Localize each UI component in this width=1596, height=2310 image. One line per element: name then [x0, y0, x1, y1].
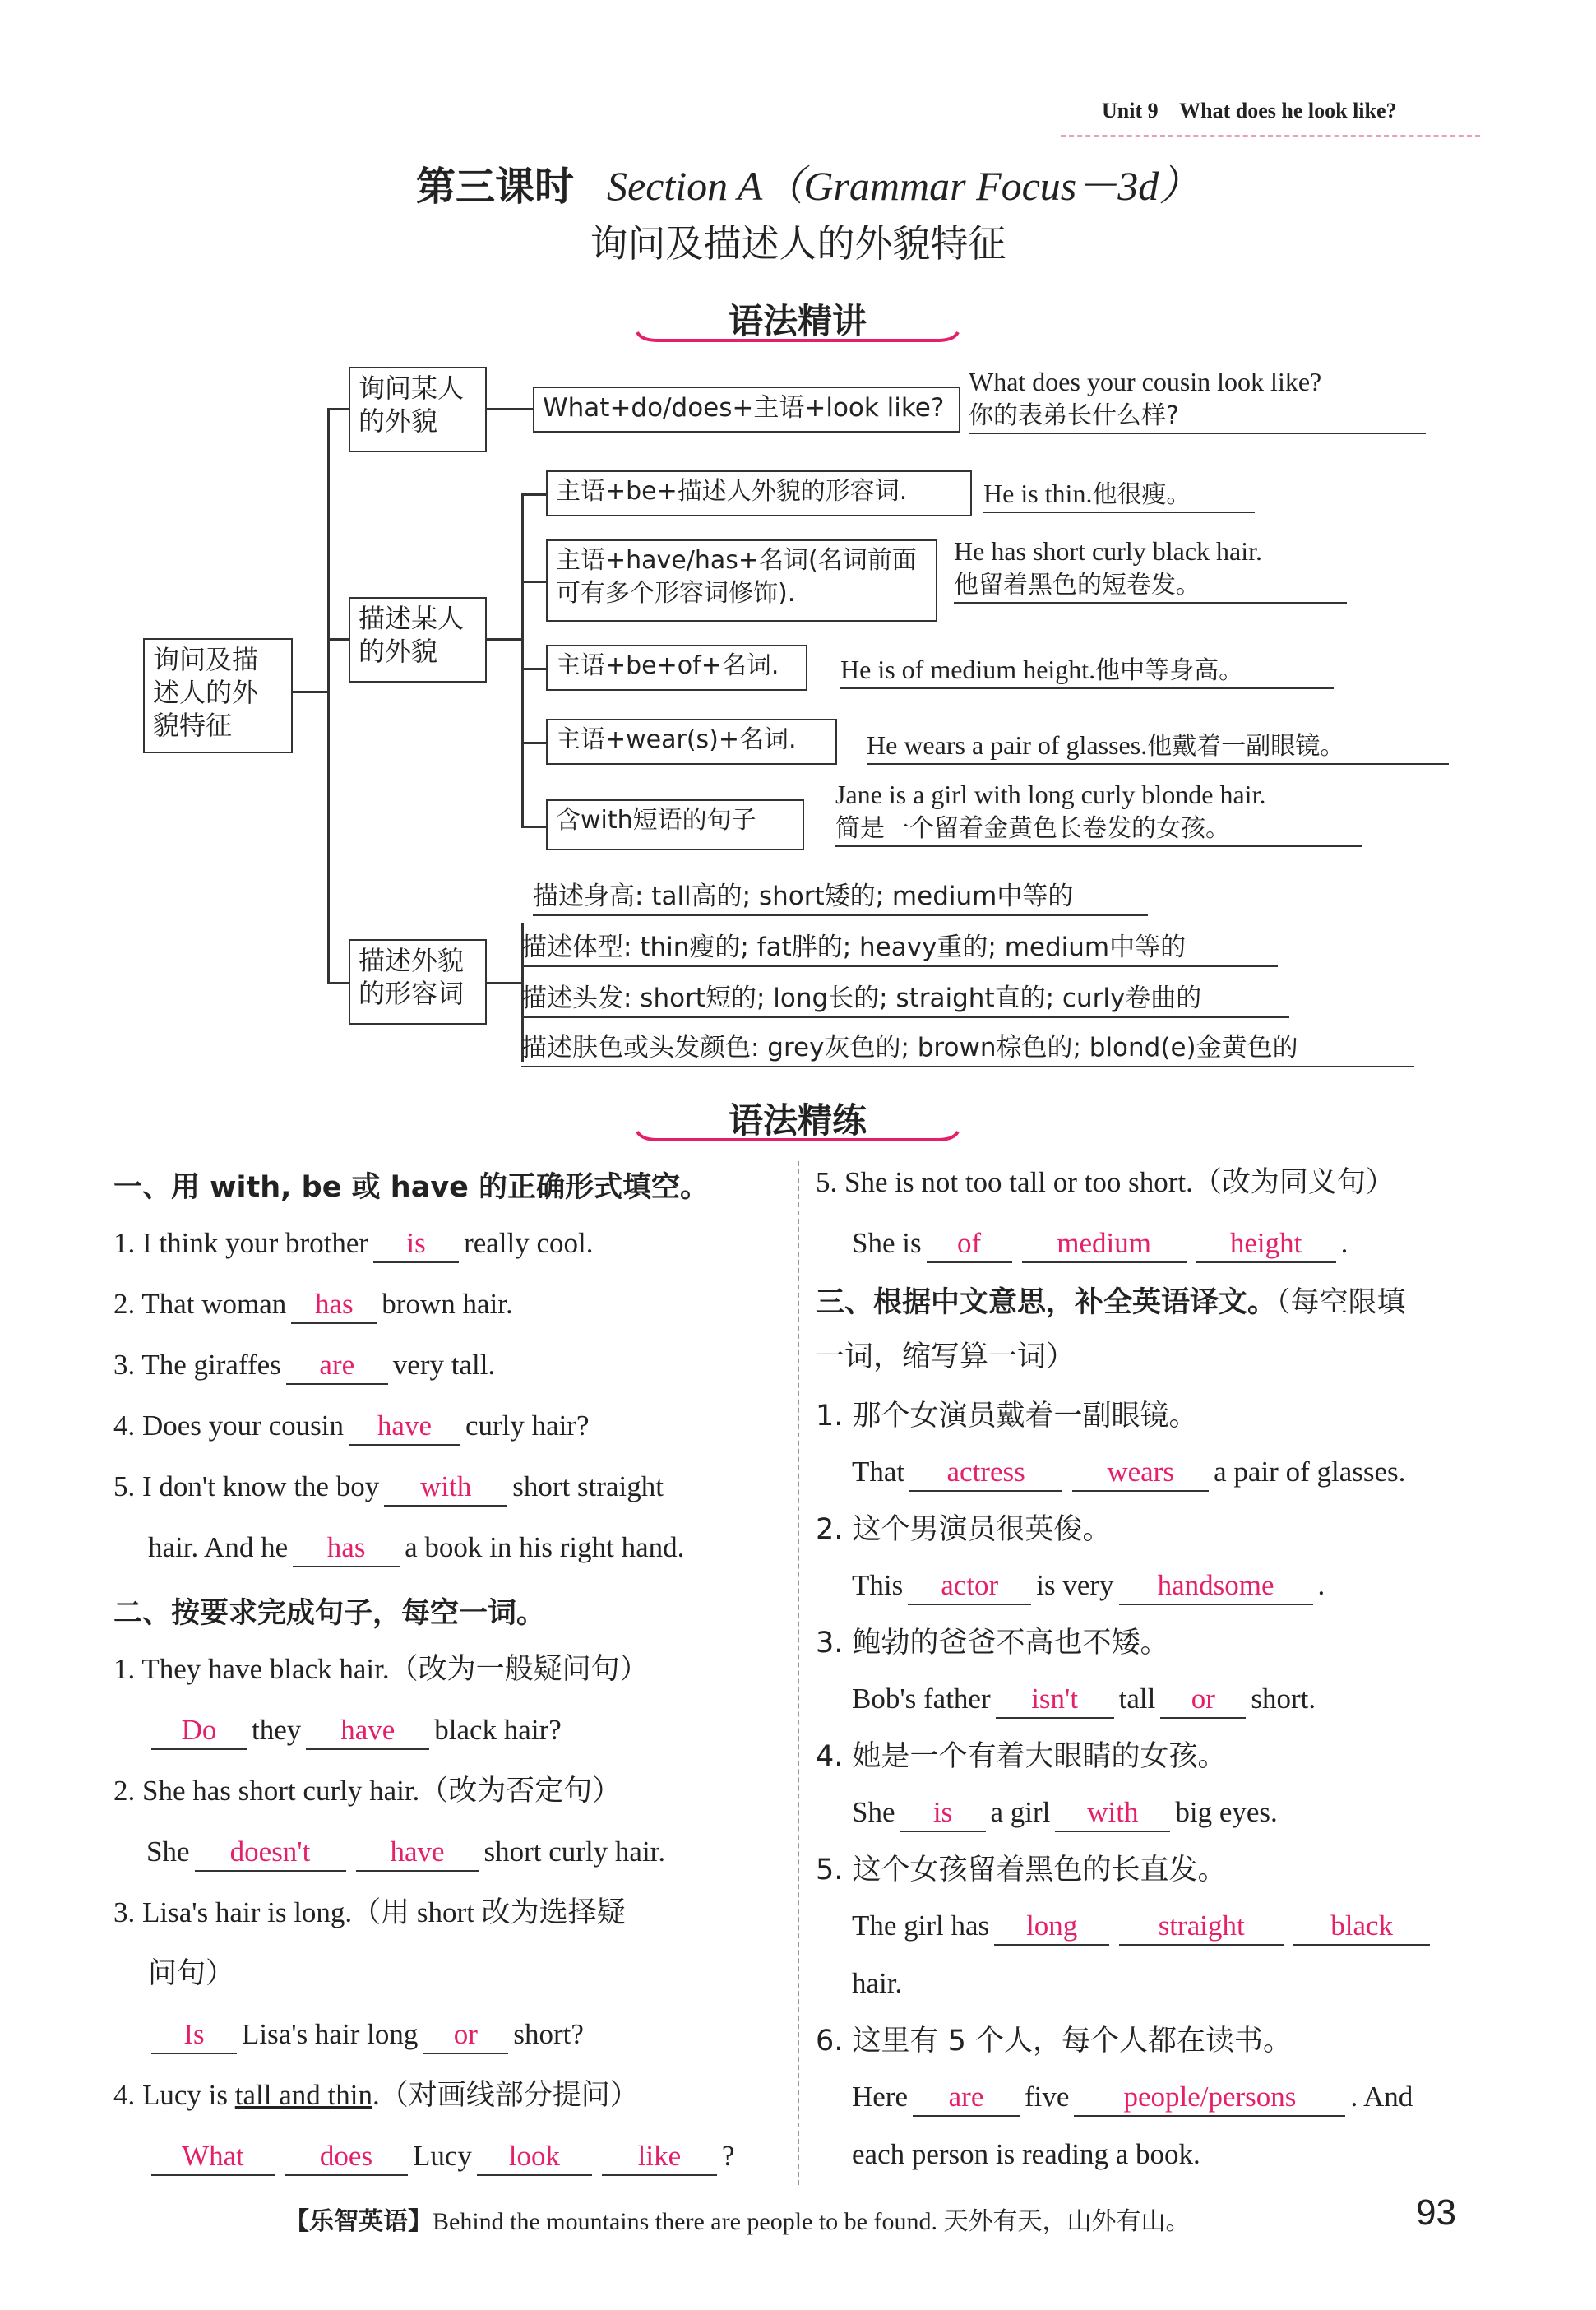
part3-question-2-cn: 2. 这个男演员很英俊。 — [816, 1513, 1112, 1546]
answer-blank[interactable]: people/persons — [1074, 2079, 1345, 2117]
part2-question-5-answer: She is of medium height . — [852, 1225, 1348, 1263]
answer-blank[interactable]: handsome — [1119, 1567, 1313, 1605]
answer-blank[interactable]: straight — [1119, 1908, 1284, 1946]
part3-question-1-cn: 1. 那个女演员戴着一副眼镜。 — [816, 1400, 1198, 1433]
answer-blank[interactable]: What — [151, 2138, 275, 2176]
answer-blank[interactable]: or — [423, 2016, 508, 2054]
mindmap-adjective-height: 描述身高: tall高的; short矮的; medium中等的 — [533, 878, 1148, 916]
connector — [521, 668, 546, 670]
part2-question-1-prompt: 1. They have black hair.（改为一般疑问句） — [113, 1653, 649, 1685]
part3-note: （每空限填 — [1276, 1286, 1406, 1319]
mindmap-describe-pattern-4: 主语+wear(s)+名词. — [546, 719, 837, 765]
answer-blank[interactable]: doesn't — [195, 1834, 346, 1872]
answer-blank[interactable]: medium — [1022, 1225, 1187, 1263]
part3-question-5-answer-cont: hair. — [852, 1967, 903, 1999]
part3-question-3-answer: Bob's father isn't tall or short. — [852, 1681, 1316, 1719]
answer-blank[interactable]: like — [602, 2138, 717, 2176]
answer-blank[interactable]: height — [1196, 1225, 1336, 1263]
answer-blank[interactable]: look — [477, 2138, 592, 2176]
mindmap-describe-label: 描述某人的外貌 — [349, 597, 487, 683]
footer-brand: 【乐智英语】 — [285, 2207, 433, 2236]
part3-question-5-cn: 5. 这个女孩留着黑色的长直发。 — [816, 1854, 1227, 1886]
connector — [327, 408, 330, 984]
mindmap-describe-example-4: He wears a pair of glasses.他戴着一副眼镜。 — [867, 729, 1449, 765]
connector — [487, 982, 523, 984]
connector — [327, 982, 349, 984]
connector — [487, 408, 533, 410]
part3-heading-line — [816, 1285, 1406, 1321]
mindmap-describe-pattern-1: 主语+be+描述人外貌的形容词. — [546, 470, 972, 516]
connector — [327, 638, 349, 641]
connector — [521, 493, 546, 496]
part3-note-cont: 一词，缩写算一词） — [816, 1340, 1076, 1373]
mindmap-adjectives-label: 描述外貌的形容词 — [349, 939, 487, 1025]
connector — [327, 408, 349, 410]
answer-blank[interactable]: with — [1055, 1794, 1170, 1832]
mindmap-ask-label: 询问某人的外貌 — [349, 367, 487, 452]
mindmap-describe-example-2-cn: 他留着黑色的短卷发。 — [954, 567, 1347, 604]
answer-blank[interactable]: or — [1160, 1681, 1246, 1719]
unit-label: Unit 9 — [1102, 99, 1159, 123]
mindmap-adjective-color: 描述肤色或头发颜色: grey灰色的; brown棕色的; blond(e)金黄色的 — [521, 1030, 1414, 1067]
answer-blank[interactable]: has — [291, 1286, 377, 1324]
part3-question-5-answer: The girl has long straight black — [852, 1908, 1435, 1946]
answer-blank[interactable]: actor — [908, 1567, 1031, 1605]
answer-blank[interactable]: are — [286, 1347, 388, 1385]
mindmap-describe-pattern-2: 主语+have/has+名词(名词前面可有多个形容词修饰). — [546, 539, 937, 622]
part3-question-3-cn: 3. 鲍勃的爸爸不高也不矮。 — [816, 1627, 1169, 1660]
answer-blank[interactable]: has — [293, 1530, 400, 1567]
column-divider — [798, 1161, 799, 2185]
mindmap-describe-pattern-5: 含with短语的句子 — [546, 799, 804, 850]
mindmap-describe-example-2-en: He has short curly black hair. — [954, 536, 1262, 566]
answer-blank[interactable]: Do — [151, 1712, 247, 1750]
part2-question-5-prompt: 5. She is not too tall or too short.（改为同义句） — [816, 1166, 1395, 1198]
connector — [521, 581, 546, 583]
answer-blank[interactable]: of — [927, 1225, 1012, 1263]
unit-header — [1102, 99, 1397, 123]
part1-question-5: 5. I don't know the boy with short straight — [113, 1469, 664, 1507]
mindmap-describe-pattern-3: 主语+be+of+名词. — [546, 645, 807, 691]
answer-blank[interactable]: isn't — [996, 1681, 1114, 1719]
footer-proverb: Behind the mountains there are people to be found. 天外有天，山外有山。 — [433, 2208, 1191, 2235]
mindmap-root: 询问及描述人的外貌特征 — [143, 638, 293, 753]
part1-question-2: 2. That woman has brown hair. — [113, 1286, 513, 1324]
part2-question-2-prompt: 2. She has short curly hair.（改为否定句） — [113, 1775, 622, 1807]
part3-question-6-cn: 6. 这里有 5 个人，每个人都在读书。 — [816, 2025, 1293, 2058]
mindmap-ask-example-cn: 你的表弟长什么样? — [969, 398, 1426, 434]
mindmap-describe-example-3: He is of medium height.他中等身高。 — [840, 653, 1334, 689]
answer-blank[interactable]: have — [349, 1408, 460, 1446]
part3-question-2-answer: This actor is very handsome . — [852, 1567, 1325, 1605]
part2-question-3-answer: Is Lisa's hair long or short? — [146, 2016, 584, 2054]
page-number: 93 — [1416, 2192, 1456, 2233]
connector — [521, 826, 546, 828]
part2-question-2-answer: She doesn't have short curly hair. — [146, 1834, 665, 1872]
lesson-title-cn: 第三课时 — [416, 164, 575, 210]
section-heading-practice: 语法精练 — [728, 1100, 867, 1141]
underlined-phrase: tall and thin — [234, 2079, 372, 2111]
section-heading-underline — [633, 1128, 962, 1145]
answer-blank[interactable]: are — [913, 2079, 1020, 2117]
part1-question-1: 1. I think your brother is really cool. — [113, 1225, 594, 1263]
part1-heading: 一、用 with, be 或 have 的正确形式填空。 — [113, 1171, 710, 1204]
part3-question-6-answer-cont: each person is reading a book. — [852, 2138, 1200, 2170]
part2-question-3-prompt-cont: 问句） — [148, 1957, 235, 1989]
answer-blank[interactable]: wears — [1072, 1454, 1209, 1492]
mindmap-adjective-hair: 描述头发: short短的; long长的; straight直的; curly卷曲的 — [521, 980, 1289, 1018]
part2-question-1-answer: Do they have black hair? — [146, 1712, 562, 1750]
answer-blank[interactable]: does — [285, 2138, 408, 2176]
part1-question-4: 4. Does your cousin have curly hair? — [113, 1408, 590, 1446]
answer-blank[interactable]: have — [356, 1834, 479, 1872]
part1-question-3: 3. The giraffes are very tall. — [113, 1347, 495, 1385]
part2-question-4-answer: What does Lucy look like ? — [146, 2138, 734, 2176]
part2-heading: 二、按要求完成句子，每空一词。 — [113, 1597, 546, 1630]
mindmap-adjective-build: 描述体型: thin瘦的; fat胖的; heavy重的; medium中等的 — [521, 929, 1278, 967]
unit-title: What does he look like? — [1179, 99, 1397, 123]
part3-question-6-answer: Here are five people/persons . And — [852, 2079, 1413, 2117]
answer-blank[interactable]: is — [900, 1794, 986, 1832]
answer-blank[interactable]: black — [1293, 1908, 1430, 1946]
lesson-title-en: Section A（Grammar Focus－3d） — [607, 163, 1200, 209]
section-heading-grammar: 语法精讲 — [728, 301, 867, 341]
part3-heading: 三、根据中文意思，补全英语译文。 — [816, 1286, 1277, 1319]
answer-blank[interactable]: is — [373, 1225, 459, 1263]
connector — [293, 691, 329, 693]
answer-blank[interactable]: Is — [151, 2016, 237, 2054]
part3-question-4-cn: 4. 她是一个有着大眼睛的女孩。 — [816, 1740, 1227, 1773]
mindmap-ask-example-en: What does your cousin look like? — [969, 367, 1322, 396]
part3-question-4-answer: She is a girl with big eyes. — [852, 1794, 1278, 1832]
mindmap-describe-example-5-cn: 简是一个留着金黄色长卷发的女孩。 — [835, 811, 1362, 847]
answer-blank[interactable]: long — [994, 1908, 1109, 1946]
part2-question-4-prompt: 4. Lucy is tall and thin.（对画线部分提问） — [113, 2079, 639, 2111]
lesson-subtitle: 询问及描述人的外貌特征 — [590, 221, 1006, 266]
connector — [521, 493, 524, 826]
mindmap-describe-example-1: He is thin.他很瘦。 — [983, 477, 1255, 513]
part1-question-5-cont: hair. And he has a book in his right hand. — [148, 1530, 684, 1567]
section-heading-underline — [633, 329, 962, 345]
footer — [285, 2201, 1191, 2237]
mindmap-describe-example-5-en: Jane is a girl with long curly blonde hair. — [835, 780, 1266, 809]
header-rule — [1061, 135, 1480, 137]
connector — [521, 742, 546, 744]
lesson-title — [416, 153, 1200, 212]
answer-blank[interactable]: with — [384, 1469, 507, 1507]
answer-blank[interactable]: have — [306, 1712, 429, 1750]
part2-question-3-prompt: 3. Lisa's hair is long.（用 short 改为选择疑 — [113, 1896, 626, 1928]
mindmap-ask-pattern: What+do/does+主语+look like? — [533, 387, 960, 433]
part3-question-1-answer: That actress wears a pair of glasses. — [852, 1454, 1405, 1492]
connector — [487, 638, 523, 641]
answer-blank[interactable]: actress — [909, 1454, 1062, 1492]
